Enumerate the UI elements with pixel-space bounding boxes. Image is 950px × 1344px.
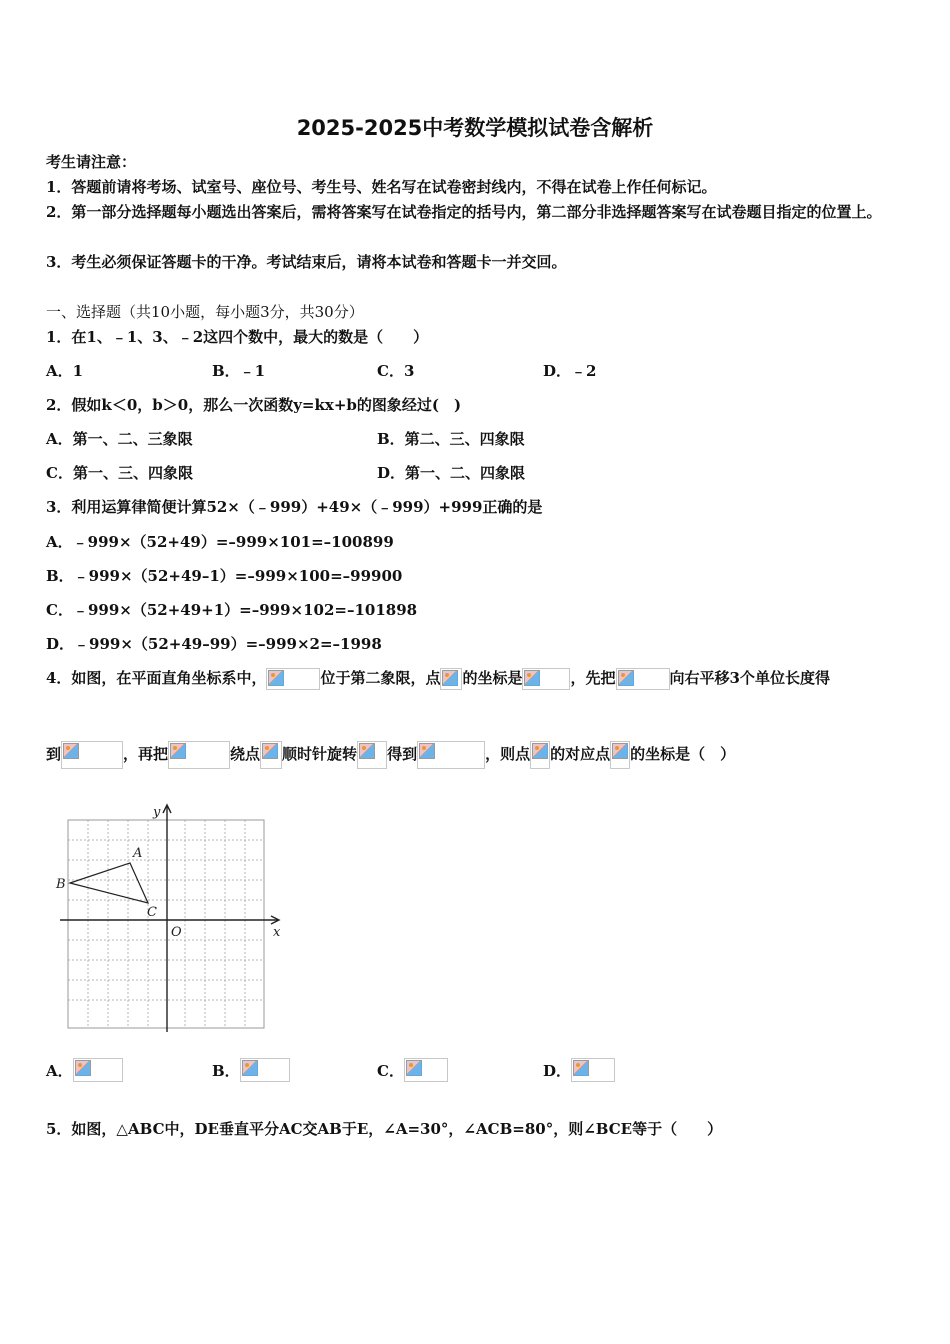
q4-text-5: 向右平移3个单位长度得	[669, 669, 830, 687]
q3-option-c[interactable]: C．﹣999×（52+49+1）=–999×102=–101898	[46, 601, 418, 619]
q4-text-8: 绕点	[230, 745, 261, 763]
q4-text-7: ，再把	[123, 745, 169, 763]
q4-text-10: 得到	[387, 745, 418, 763]
q4-text-11: ，则点	[485, 745, 531, 763]
x-axis-label: x	[273, 925, 281, 940]
y-axis-label: y	[153, 805, 161, 820]
q1-option-c[interactable]: C．3	[377, 362, 415, 380]
formula-image-icon	[404, 1058, 448, 1082]
point-label-a: A	[133, 846, 143, 861]
q2-option-d[interactable]: D．第一、二、四象限	[377, 464, 526, 482]
point-label-b: B	[56, 877, 66, 892]
q4-stem-line1	[46, 666, 830, 690]
formula-image-icon	[260, 741, 282, 769]
q4-option-c-label: C．	[377, 1062, 404, 1080]
q4-text-1: 4．如图，在平面直角坐标系中，	[46, 669, 267, 687]
section-heading: 一、选择题（共10小题，每小题3分，共30分）	[46, 303, 364, 321]
q4-option-b[interactable]	[212, 1058, 290, 1084]
formula-image-icon	[417, 741, 485, 769]
page-title: 2025-2025中考数学模拟试卷含解析	[296, 116, 654, 140]
q4-option-a-label: A．	[46, 1062, 73, 1080]
formula-image-icon	[266, 668, 320, 690]
formula-image-icon	[530, 741, 550, 769]
q4-option-c[interactable]	[377, 1058, 448, 1084]
q4-text-3: 的坐标是	[462, 669, 523, 687]
point-label-c: C	[147, 905, 157, 920]
formula-image-icon	[440, 668, 462, 690]
q3-stem: 3．利用运算律简便计算52×（﹣999）+49×（﹣999）+999正确的是	[46, 498, 543, 516]
notice-heading: 考生请注意：	[46, 153, 137, 171]
q4-text-13: 的坐标是（ ）	[630, 745, 736, 763]
formula-image-icon	[73, 1058, 123, 1082]
formula-image-icon	[522, 668, 570, 690]
formula-image-icon	[610, 741, 630, 769]
formula-image-icon	[571, 1058, 615, 1082]
q4-option-b-label: B．	[212, 1062, 240, 1080]
q4-option-a[interactable]	[46, 1058, 123, 1084]
q5-stem: 5．如图，△ABC中，DE垂直平分AC交AB于E，∠A=30°，∠ACB=80°，则∠BCE等于（ ）	[46, 1120, 723, 1138]
formula-image-icon	[357, 741, 387, 769]
origin-label: O	[171, 925, 182, 940]
notice-item-2: 2．第一部分选择题每小题选出答案后，需将答案写在试卷指定的括号内，第二部分非选择题答案写在试卷题目指定的位置上。	[46, 203, 882, 221]
q1-option-b[interactable]: B．﹣1	[212, 362, 266, 380]
q1-stem: 1．在1、﹣1、3、﹣2这四个数中，最大的数是（ ）	[46, 328, 429, 346]
q4-text-4: ，先把	[570, 669, 616, 687]
q4-text-12: 的对应点	[550, 745, 611, 763]
q2-option-b[interactable]: B．第二、三、四象限	[377, 430, 525, 448]
q4-stem-line2	[46, 741, 735, 769]
formula-image-icon	[616, 668, 670, 690]
formula-image-icon	[168, 741, 230, 769]
q4-option-d[interactable]	[543, 1058, 615, 1084]
q1-option-d[interactable]: D．﹣2	[543, 362, 597, 380]
q4-option-d-label: D．	[543, 1062, 572, 1080]
q3-option-a[interactable]: A．﹣999×（52+49）=–999×101=–100899	[46, 533, 394, 551]
formula-image-icon	[61, 741, 123, 769]
q4-text-2: 位于第二象限，点	[320, 669, 441, 687]
q2-option-c[interactable]: C．第一、三、四象限	[46, 464, 193, 482]
q4-text-9: 顺时针旋转	[282, 745, 358, 763]
notice-item-3: 3．考生必须保证答题卡的干净。考试结束后，请将本试卷和答题卡一并交回。	[46, 253, 567, 271]
q3-option-b[interactable]: B．﹣999×（52+49–1）=–999×100=–99900	[46, 567, 403, 585]
formula-image-icon	[240, 1058, 290, 1082]
q2-option-a[interactable]: A．第一、二、三象限	[46, 430, 193, 448]
q3-option-d[interactable]: D．﹣999×（52+49–99）=–999×2=–1998	[46, 635, 382, 653]
q4-text-6: 到	[46, 745, 62, 763]
q2-stem: 2．假如k＜0，b＞0，那么一次函数y=kx+b的图象经过( )	[46, 396, 462, 414]
q1-option-a[interactable]: A．1	[46, 362, 84, 380]
coordinate-grid-figure	[50, 800, 290, 1040]
notice-item-1: 1．答题前请将考场、试室号、座位号、考生号、姓名写在试卷密封线内，不得在试卷上作任何标记。	[46, 178, 717, 196]
